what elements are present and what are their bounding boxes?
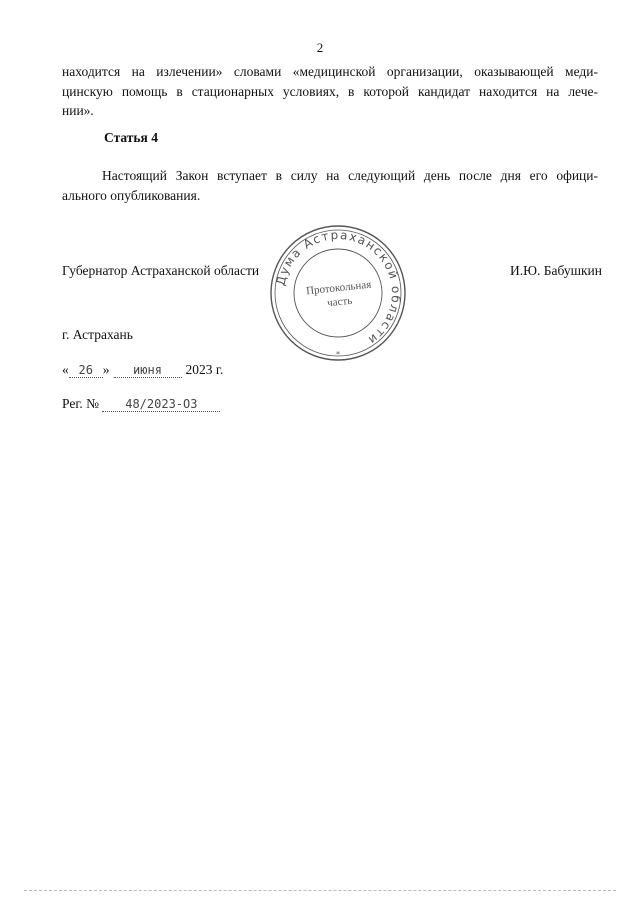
intro-line-2: цинскую помощь в стационарных условиях, в которой кандидат находится на лече-: [62, 83, 598, 99]
date-day: 26: [69, 363, 103, 378]
stamp-center-line1: Протокольная: [305, 278, 372, 298]
date-line: [62, 362, 223, 378]
signer-name: И.Ю. Бабушкин: [509, 263, 602, 278]
date-close-quote: »: [102, 362, 110, 377]
registration-line: [62, 396, 220, 412]
article-line-2: ального опубликования.: [62, 187, 201, 203]
city: г. Астрахань: [62, 327, 133, 342]
article-line-1: Настоящий Закон вступает в силу на следующий день после дня его офици-: [102, 168, 598, 183]
intro-line-3: нии».: [62, 103, 94, 118]
stamp-center-line2: часть: [326, 294, 353, 310]
registration-label: Рег. №: [62, 396, 99, 411]
intro-paragraph: [62, 62, 598, 121]
page-number: 2: [316, 40, 324, 55]
date-month: июня: [114, 363, 182, 378]
official-stamp: [268, 223, 408, 363]
article-heading: Статья 4: [104, 130, 158, 145]
signer-position: Губернатор Астраханской области: [62, 263, 260, 278]
intro-line-1: находится на излечении» словами «медицинской организации, оказывающей меди-: [62, 64, 598, 79]
registration-number: 48/2023-ОЗ: [102, 397, 220, 412]
article-paragraph: [62, 166, 598, 205]
stamp-star-icon: *: [336, 350, 340, 359]
date-year: 2023 г.: [185, 362, 224, 377]
page-bottom-rule: [24, 890, 616, 891]
date-open-quote: «: [62, 362, 69, 377]
stamp-ring-text: Дума Астраханской области: [273, 227, 404, 348]
